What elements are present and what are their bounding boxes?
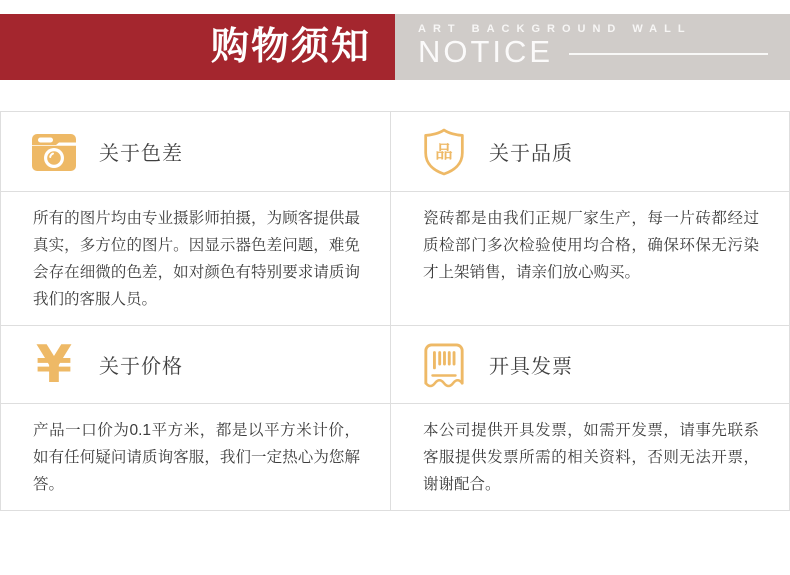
section-title: 关于色差 bbox=[99, 143, 183, 165]
grid-column-right bbox=[391, 112, 789, 510]
section-quality-body: 瓷砖都是由我们正规厂家生产，每一片砖都经过质检部门多次检验使用均合格，确保环保无污染才上架销售，请亲们放心购买。 bbox=[391, 192, 789, 326]
banner-subtitle: ART BACKGROUND WALL bbox=[418, 23, 692, 35]
camera-icon bbox=[31, 126, 77, 178]
yuan-icon: ¥ bbox=[35, 334, 73, 395]
section-invoice-body: 本公司提供开具发票，如需开发票，请事先联系客服提供发票所需的相关资料，否则无法开票，谢谢配合。 bbox=[423, 422, 759, 493]
section-price-header bbox=[1, 326, 390, 404]
header-banner bbox=[0, 14, 790, 80]
section-invoice-header bbox=[391, 326, 789, 404]
section-title: 关于品质 bbox=[489, 143, 573, 165]
section-price-body: 产品一口价为0.1平方米，都是以平方米计价，如有任何疑问请质询客服，我们一定热心为您解答。 bbox=[33, 422, 360, 493]
shield-quality-icon bbox=[421, 126, 467, 178]
page-title: 购物须知 bbox=[210, 26, 371, 68]
shield-glyph: 品 bbox=[435, 141, 453, 162]
section-title: 开具发票 bbox=[489, 356, 573, 378]
notice-label: NOTICE bbox=[418, 34, 554, 69]
notice-grid bbox=[0, 111, 790, 511]
section-title: 关于价格 bbox=[99, 356, 183, 378]
banner-gray-block bbox=[395, 14, 790, 80]
section-color-difference-body: 所有的图片均由专业摄影师拍摄，为顾客提供最真实，多方位的图片。因显示器色差问题，难免会存在细微的色差，如对颜色有特别要求请质询我们的客服人员。 bbox=[1, 192, 390, 326]
section-color-difference-header bbox=[1, 112, 390, 192]
banner-red-block bbox=[0, 14, 395, 80]
banner-notice-row bbox=[418, 36, 768, 67]
invoice-icon bbox=[421, 339, 467, 391]
decorative-rule bbox=[569, 53, 768, 55]
section-quality-header bbox=[391, 112, 789, 192]
grid-column-left bbox=[1, 112, 391, 510]
